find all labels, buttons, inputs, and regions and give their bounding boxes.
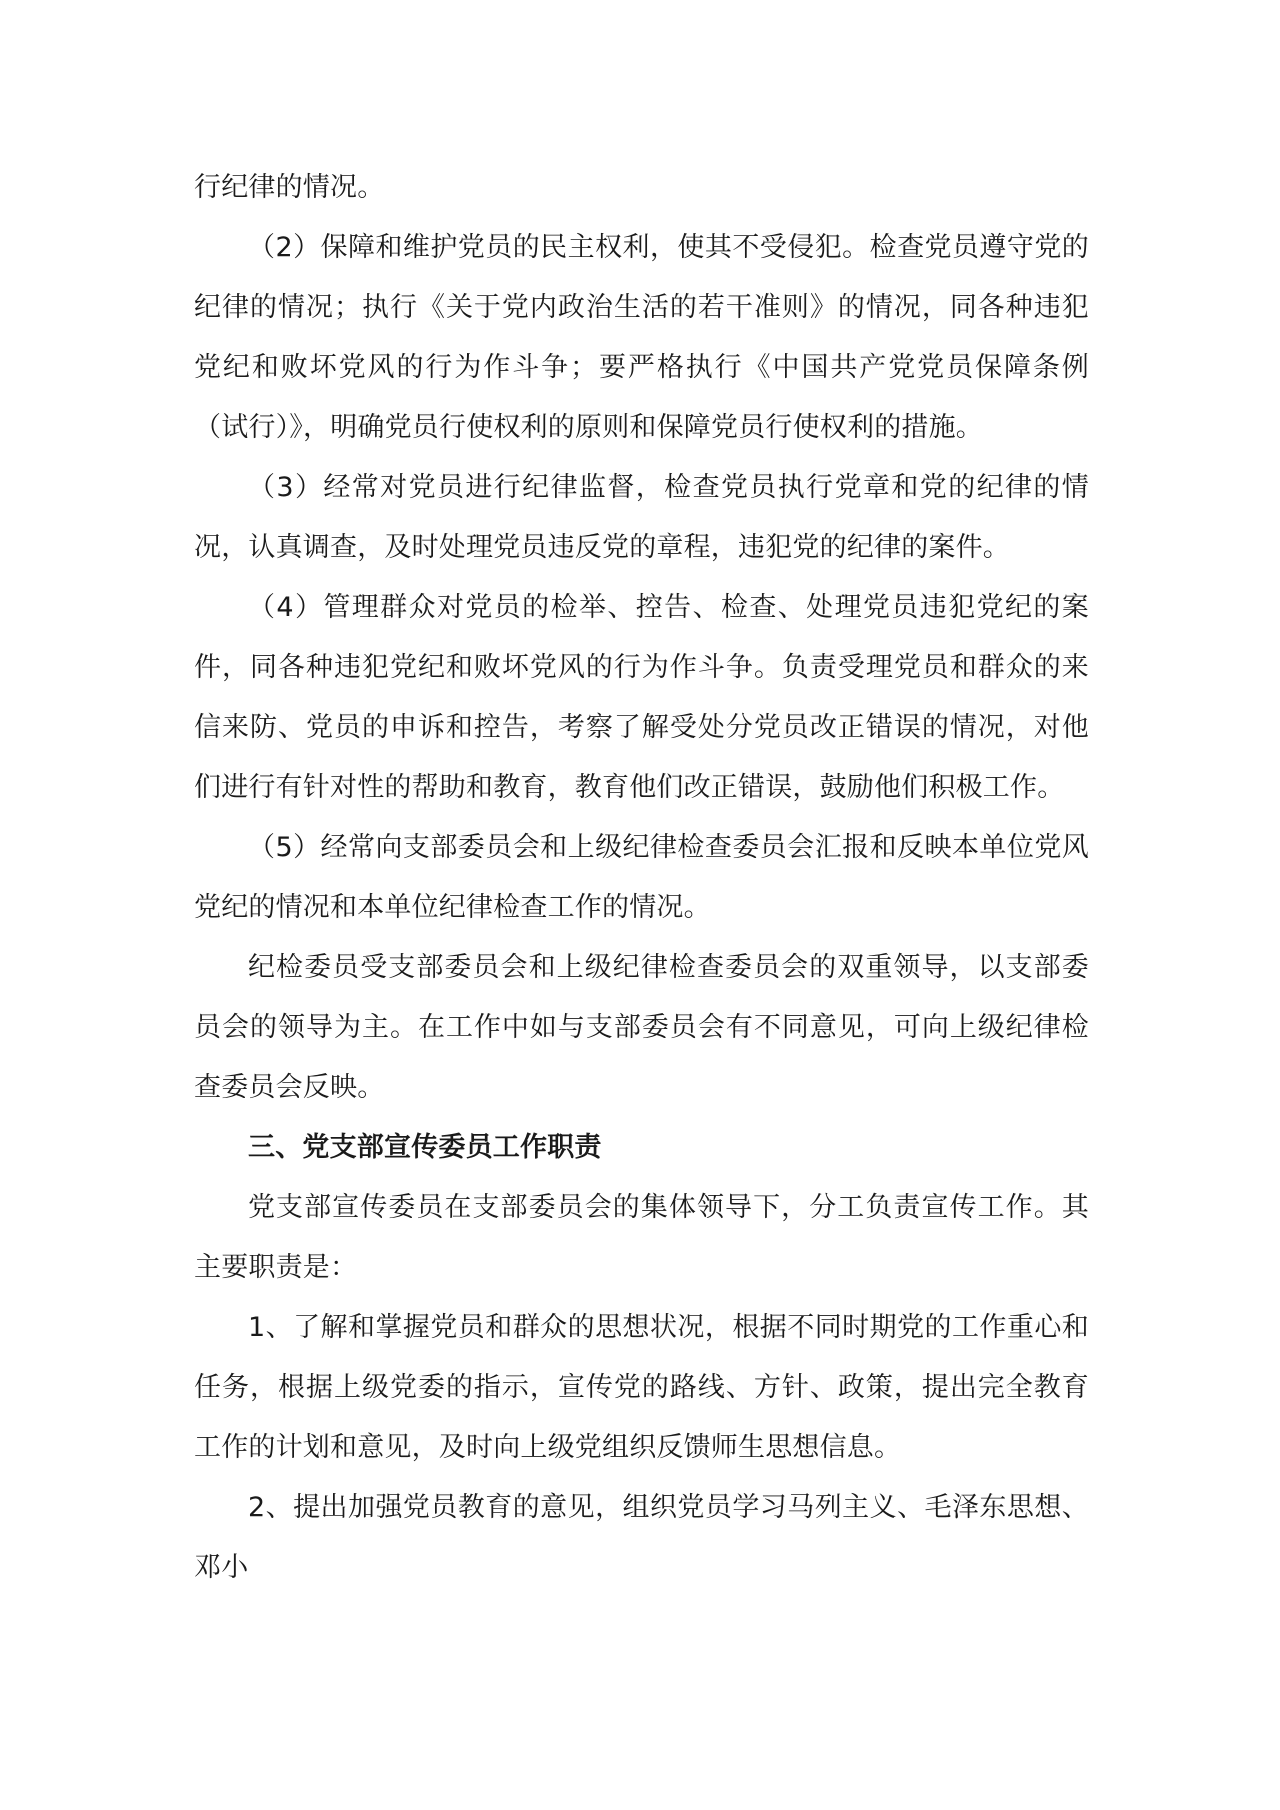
paragraph-item-4: （4）管理群众对党员的检举、控告、检查、处理党员违犯党纪的案件，同各种违犯党纪和败坏党风的行为作斗争。负责受理党员和群众的来信来防、党员的申诉和控告，考察了解受处分党员改正错误的情况，对他们进行有针对性的帮助和教育，教育他们改正错误，鼓励他们积极工作。 (194, 592, 1089, 803)
document-body (194, 158, 1089, 1598)
paragraph-intro: 党支部宣传委员在支部委员会的集体领导下，分工负责宣传工作。其主要职责是： (194, 1192, 1089, 1283)
paragraph-item-3: （3）经常对党员进行纪律监督，检查党员执行党章和党的纪律的情况，认真调查，及时处理党员违反党的章程，违犯党的纪律的案件。 (194, 472, 1089, 563)
paragraph-item-2: （2）保障和维护党员的民主权利，使其不受侵犯。检查党员遵守党的纪律的情况；执行《关于党内政治生活的若干准则》的情况，同各种违犯党纪和败坏党风的行为作斗争；要严格执行《中国共产党党员保障条例（试行）》，明确党员行使权利的原则和保障党员行使权利的措施。 (194, 232, 1089, 443)
paragraph-duty-2: 2、提出加强党员教育的意见，组织党员学习马列主义、毛泽东思想、邓小 (194, 1492, 1089, 1583)
section-heading: 三、党支部宣传委员工作职责 (248, 1132, 602, 1163)
paragraph-dual-leadership: 纪检委员受支部委员会和上级纪律检查委员会的双重领导，以支部委员会的领导为主。在工作中如与支部委员会有不同意见，可向上级纪律检查委员会反映。 (194, 952, 1089, 1103)
paragraph-continuation: 行纪律的情况。 (194, 172, 385, 203)
paragraph-item-5: （5）经常向支部委员会和上级纪律检查委员会汇报和反映本单位党风党纪的情况和本单位纪律检查工作的情况。 (194, 832, 1089, 923)
paragraph-duty-1: 1、了解和掌握党员和群众的思想状况，根据不同时期党的工作重心和任务，根据上级党委的指示，宣传党的路线、方针、政策，提出完全教育工作的计划和意见，及时向上级党组织反馈师生思想信息。 (194, 1312, 1089, 1463)
